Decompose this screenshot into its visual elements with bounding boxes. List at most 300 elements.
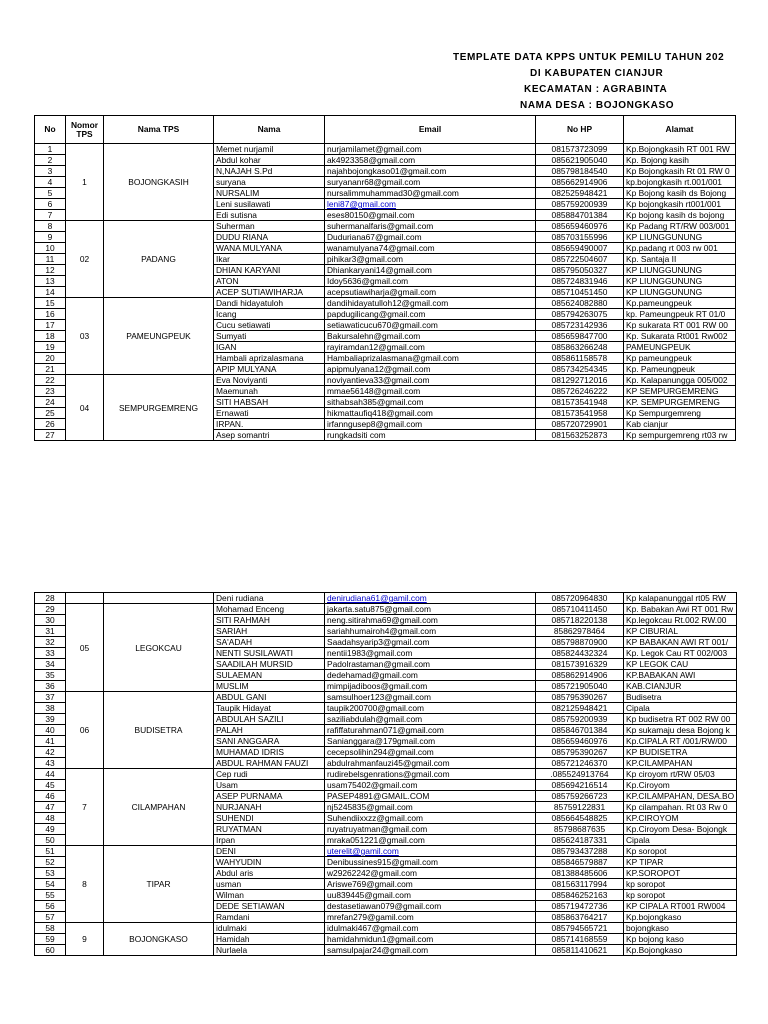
cell-no-hp: 085863266248: [536, 342, 624, 353]
cell-nama: ACEP SUTIAWIHARJA: [214, 287, 325, 298]
cell-email: saziliabdulah@gmail.com: [325, 714, 536, 725]
cell-no: 46: [35, 791, 66, 802]
cell-nama: usman: [214, 879, 325, 890]
cell-email: Idoy5636@gmail.com: [325, 276, 536, 287]
cell-nomor-tps: 06: [66, 692, 104, 769]
cell-no: 52: [35, 857, 66, 868]
cell-nama: Nurlaela: [214, 945, 325, 956]
cell-no: 49: [35, 824, 66, 835]
kpps-table-1: [34, 115, 736, 441]
cell-no-hp: 085862914906: [536, 670, 624, 681]
cell-alamat: kp.bojongkasih rt.001/001: [624, 177, 736, 188]
cell-email: destasetiawan079@gmail.com: [325, 901, 536, 912]
cell-email: dandihidayatulloh12@gmail.com: [325, 298, 536, 309]
cell-email: irfanngusep8@gmail.com: [325, 419, 536, 430]
cell-alamat: KP.CILAMPAHAN, DESA.BO: [624, 791, 737, 802]
cell-email: suryananr68@gmail.com: [325, 177, 536, 188]
header-row: [35, 116, 736, 144]
cell-nama: Edi sutisna: [214, 210, 325, 221]
cell-email: nurjamilamet@gmail.com: [325, 144, 536, 155]
cell-nomor-tps: 7: [66, 769, 104, 846]
cell-alamat: Budisetra: [624, 692, 737, 703]
cell-alamat: Kp. Pameungpeuk: [624, 364, 736, 375]
cell-email: Suhendiixxzz@gmail.com: [325, 813, 536, 824]
cell-no-hp: 085664548825: [536, 813, 624, 824]
email-link[interactable]: leni87@gmail.com: [327, 199, 397, 209]
cell-nama: Deni rudiana: [214, 593, 325, 604]
cell-nama: Memet nurjamil: [214, 144, 325, 155]
cell-email: Sanianggara@179gmail.com: [325, 736, 536, 747]
cell-no-hp: 085659490007: [536, 243, 624, 254]
cell-alamat: KP.BABAKAN AWI: [624, 670, 737, 681]
cell-alamat: KP LIUNGGUNUNG: [624, 265, 736, 276]
cell-email: uu839445@gmail.com: [325, 890, 536, 901]
cell-no: 36: [35, 681, 66, 692]
cell-nama: Sumyati: [214, 331, 325, 342]
cell-no: 16: [35, 309, 66, 320]
cell-nama: PALAH: [214, 725, 325, 736]
cell-no-hp: 085723142936: [536, 320, 624, 331]
cell-email: Hambaliaprizalasmana@gmail.com: [325, 353, 536, 364]
cell-alamat: Kp. Legok Cau RT 002/003: [624, 648, 737, 659]
cell-nama: SANI ANGGARA: [214, 736, 325, 747]
cell-email: sariahhumairoh4@gmail.com: [325, 626, 536, 637]
cell-no-hp: 085734254345: [536, 364, 624, 375]
cell-no-hp: 085720964830: [536, 593, 624, 604]
cell-no: 47: [35, 802, 66, 813]
cell-nama: MUSLIM: [214, 681, 325, 692]
cell-email: najahbojongkaso01@gmail.com: [325, 166, 536, 177]
cell-no: 6: [35, 199, 66, 210]
cell-no-hp: 085726246222: [536, 386, 624, 397]
cell-no-hp: 085621905040: [536, 155, 624, 166]
cell-email: dedehamad@gmail.com: [325, 670, 536, 681]
cell-alamat: KP.SOROPOT: [624, 868, 737, 879]
cell-no: 33: [35, 648, 66, 659]
cell-alamat: Kp Sempurgemreng: [624, 408, 736, 419]
cell-nama: RUYATMAN: [214, 824, 325, 835]
cell-no-hp: 085846252163: [536, 890, 624, 901]
cell-nama: Ernawati: [214, 408, 325, 419]
cell-alamat: Kp sukarata RT 001 RW 00: [624, 320, 736, 331]
table-row: [35, 692, 737, 703]
cell-nomor-tps: 05: [66, 604, 104, 692]
cell-alamat: bojongkaso: [624, 923, 737, 934]
cell-no-hp: 085794263075: [536, 309, 624, 320]
cell-nama-tps: PADANG: [104, 221, 214, 298]
cell-alamat: Kp ciroyom rt/RW 05/03: [624, 769, 737, 780]
cell-nama: Ramdani: [214, 912, 325, 923]
cell-nama: WAHYUDIN: [214, 857, 325, 868]
cell-email: w29262242@gmail.com: [325, 868, 536, 879]
cell-no-hp: 085714168559: [536, 934, 624, 945]
cell-no-hp: 085759200939: [536, 714, 624, 725]
cell-nama: Leni susilawati: [214, 199, 325, 210]
cell-nama: Irpan: [214, 835, 325, 846]
cell-alamat: Kp budisetra RT 002 RW 00: [624, 714, 737, 725]
cell-no-hp: 85798687635: [536, 824, 624, 835]
cell-nama: IGAN: [214, 342, 325, 353]
cell-nama: ATON: [214, 276, 325, 287]
cell-no: 5: [35, 188, 66, 199]
col-email: Email: [325, 116, 536, 144]
cell-no-hp: 085795390267: [536, 747, 624, 758]
cell-nama-tps: BOJONGKASO: [104, 923, 214, 956]
col-no: No: [35, 116, 66, 144]
table-row: [35, 846, 737, 857]
col-no-hp: No HP: [536, 116, 624, 144]
cell-nama: SA'ADAH: [214, 637, 325, 648]
cell-no-hp: 085861158578: [536, 353, 624, 364]
cell-nama: Abdul aris: [214, 868, 325, 879]
cell-alamat: Kp cilampahan. Rt 03 Rw 0: [624, 802, 737, 813]
cell-alamat: Cipala: [624, 703, 737, 714]
cell-email: nentii1983@gmail.com: [325, 648, 536, 659]
cell-nama: DEDE SETIAWAN: [214, 901, 325, 912]
cell-nama: SULAEMAN: [214, 670, 325, 681]
cell-alamat: Kp.CIPALA RT /001/RW/00: [624, 736, 737, 747]
cell-no-hp: 85862978464: [536, 626, 624, 637]
cell-email: mimpijadiboos@gmail.com: [325, 681, 536, 692]
cell-nama: APIP MULYANA: [214, 364, 325, 375]
cell-email: Dhiankaryani14@gmail.com: [325, 265, 536, 276]
cell-alamat: KP BUDISETRA: [624, 747, 737, 758]
cell-email: [325, 593, 536, 604]
cell-alamat: Kp kalapanunggal rt05 RW: [624, 593, 737, 604]
cell-email: Ariswe769@gmail.com: [325, 879, 536, 890]
cell-no-hp: 085722504607: [536, 254, 624, 265]
cell-no-hp: 081573541948: [536, 397, 624, 408]
cell-email: [325, 199, 536, 210]
cell-email: samsulhoer123@gmail.com: [325, 692, 536, 703]
cell-no-hp: 085721905040: [536, 681, 624, 692]
cell-alamat: PAMEUNGPEUK: [624, 342, 736, 353]
cell-no-hp: .085524913764: [536, 769, 624, 780]
cell-no: 59: [35, 934, 66, 945]
email-link[interactable]: denirudiana61@gamil.com: [327, 593, 427, 603]
cell-no-hp: 085710411450: [536, 604, 624, 615]
cell-nama: Maemunah: [214, 386, 325, 397]
cell-no: 37: [35, 692, 66, 703]
cell-no-hp: 085759200939: [536, 199, 624, 210]
kpps-table-2: [34, 592, 737, 956]
table-row: [35, 221, 736, 232]
cell-alamat: KP LIUNGGUNUNG: [624, 276, 736, 287]
cell-alamat: Kp soropot: [624, 846, 737, 857]
cell-nama: NURJANAH: [214, 802, 325, 813]
cell-email: Duduriana67@gmail.com: [325, 232, 536, 243]
cell-no-hp: 85759122831: [536, 802, 624, 813]
cell-no: 9: [35, 232, 66, 243]
cell-no: 12: [35, 265, 66, 276]
table-row: [35, 375, 736, 386]
cell-email: [325, 846, 536, 857]
cell-no-hp: 085798184540: [536, 166, 624, 177]
cell-no: 17: [35, 320, 66, 331]
cell-email: Bakursalehn@gmail.com: [325, 331, 536, 342]
cell-no: 3: [35, 166, 66, 177]
cell-nama-tps: LEGOKCAU: [104, 604, 214, 692]
cell-email: Denibussines915@gmail.com: [325, 857, 536, 868]
cell-alamat: Kp.padang rt 003 rw 001: [624, 243, 736, 254]
col-nama: Nama: [214, 116, 325, 144]
cell-no-hp: 085624187331: [536, 835, 624, 846]
cell-alamat: kp soropot: [624, 879, 737, 890]
cell-nama: suryana: [214, 177, 325, 188]
cell-alamat: Kp sukamaju desa Bojong k: [624, 725, 737, 736]
cell-email: ruyatruyatman@gmail.com: [325, 824, 536, 835]
cell-email: eses80150@gmail.com: [325, 210, 536, 221]
cell-email: usam75402@gmail.com: [325, 780, 536, 791]
title-line-2: DI KABUPATEN CIANJUR: [530, 68, 664, 79]
cell-nama-tps: BOJONGKASIH: [104, 144, 214, 221]
cell-nama: ASEP PURNAMA: [214, 791, 325, 802]
cell-nama: NURSALIM: [214, 188, 325, 199]
cell-nama-tps: [104, 593, 214, 604]
cell-email: suhermanalfaris@gmail.com: [325, 221, 536, 232]
cell-nama: Dandi hidayatuloh: [214, 298, 325, 309]
cell-no-hp: 081573541958: [536, 408, 624, 419]
cell-no-hp: 085720729901: [536, 419, 624, 430]
cell-alamat: KP LEGOK CAU: [624, 659, 737, 670]
cell-email: cecepsolihin294@gmail.com: [325, 747, 536, 758]
cell-nama: MUHAMAD IDRIS: [214, 747, 325, 758]
cell-no: 56: [35, 901, 66, 912]
cell-nama: SITI RAHMAH: [214, 615, 325, 626]
cell-email: noviyantieva33@gmail.com: [325, 375, 536, 386]
cell-nama: Asep somantri: [214, 430, 325, 441]
cell-no-hp: 081563117994: [536, 879, 624, 890]
cell-alamat: Kp bojongkasih rt001/001: [624, 199, 736, 210]
cell-no-hp: 085659847700: [536, 331, 624, 342]
cell-no: 35: [35, 670, 66, 681]
cell-nomor-tps: 9: [66, 923, 104, 956]
cell-nama: WANA MULYANA: [214, 243, 325, 254]
cell-alamat: Kp Bojongkasih Rt 01 RW 0: [624, 166, 736, 177]
cell-nama: Usam: [214, 780, 325, 791]
cell-no: 60: [35, 945, 66, 956]
cell-nama-tps: PAMEUNGPEUK: [104, 298, 214, 375]
cell-no: 28: [35, 593, 66, 604]
cell-email: nursalimmuhammad30@gmail.com: [325, 188, 536, 199]
cell-no: 45: [35, 780, 66, 791]
cell-no: 27: [35, 430, 66, 441]
cell-nama: Suherman: [214, 221, 325, 232]
cell-email: taupik200700@gmail.com: [325, 703, 536, 714]
cell-no: 18: [35, 331, 66, 342]
cell-no-hp: 082125948421: [536, 703, 624, 714]
cell-no: 30: [35, 615, 66, 626]
cell-nama: DENI: [214, 846, 325, 857]
cell-nama: SUHENDI: [214, 813, 325, 824]
cell-no: 42: [35, 747, 66, 758]
cell-email: mmae56148@gmail.com: [325, 386, 536, 397]
cell-no-hp: 081388485606: [536, 868, 624, 879]
cell-no: 34: [35, 659, 66, 670]
cell-nama: N,NAJAH S.Pd: [214, 166, 325, 177]
cell-alamat: Kp. Sukarata Rt001 Rw002: [624, 331, 736, 342]
cell-email: wanamulyana74@gmail.com: [325, 243, 536, 254]
cell-no: 38: [35, 703, 66, 714]
cell-alamat: Kp bojong kasih ds bojong: [624, 210, 736, 221]
cell-no-hp: 082525948421: [536, 188, 624, 199]
cell-no-hp: 085721246370: [536, 758, 624, 769]
cell-nama-tps: CILAMPAHAN: [104, 769, 214, 846]
cell-nama: Ikar: [214, 254, 325, 265]
cell-no: 48: [35, 813, 66, 824]
cell-email: sithabsah385@gmail.com: [325, 397, 536, 408]
cell-no-hp: 085694216514: [536, 780, 624, 791]
cell-nama: Eva Noviyanti: [214, 375, 325, 386]
cell-no-hp: 085795390267: [536, 692, 624, 703]
cell-no: 39: [35, 714, 66, 725]
cell-no-hp: 081573916329: [536, 659, 624, 670]
cell-no-hp: 085659460976: [536, 221, 624, 232]
cell-email: mraka051221@gmail.com: [325, 835, 536, 846]
cell-alamat: kp. Pameungpeuk RT 01/0: [624, 309, 736, 320]
cell-email: samsulpajar24@gmail.com: [325, 945, 536, 956]
cell-alamat: KP. SEMPURGEMRENG: [624, 397, 736, 408]
cell-no-hp: 085863764217: [536, 912, 624, 923]
title-line-3: KECAMATAN : AGRABINTA: [524, 84, 668, 95]
cell-alamat: KP CIPALA RT001 RW004: [624, 901, 737, 912]
cell-no-hp: 085719472736: [536, 901, 624, 912]
cell-no: 15: [35, 298, 66, 309]
cell-no-hp: 085884701384: [536, 210, 624, 221]
cell-no: 41: [35, 736, 66, 747]
cell-alamat: Kp bojong kaso: [624, 934, 737, 945]
cell-nama: Hamidah: [214, 934, 325, 945]
cell-email: PASEP4891@GMAIL.COM: [325, 791, 536, 802]
cell-email: ak4923358@gmail.com: [325, 155, 536, 166]
cell-alamat: Kp. Kalapanungga 005/002: [624, 375, 736, 386]
cell-alamat: KP.CIROYOM: [624, 813, 737, 824]
cell-no: 31: [35, 626, 66, 637]
cell-alamat: Kp Bojong kasih ds Bojong: [624, 188, 736, 199]
cell-no: 55: [35, 890, 66, 901]
cell-alamat: Kab cianjur: [624, 419, 736, 430]
cell-no: 23: [35, 386, 66, 397]
cell-no-hp: 085659460976: [536, 736, 624, 747]
cell-no: 11: [35, 254, 66, 265]
table-row: [35, 593, 737, 604]
cell-nama: Wilman: [214, 890, 325, 901]
title-line-1: TEMPLATE DATA KPPS UNTUK PEMILU TAHUN 202: [453, 52, 725, 63]
cell-nama: Cucu setiawati: [214, 320, 325, 331]
cell-alamat: Kp sempurgemreng rt03 rw: [624, 430, 736, 441]
cell-alamat: Kp. Bojong kasih: [624, 155, 736, 166]
cell-no: 26: [35, 419, 66, 430]
col-alamat: Alamat: [624, 116, 736, 144]
table-row: [35, 604, 737, 615]
cell-no: 19: [35, 342, 66, 353]
cell-email: jakarta.satu875@gmail.com: [325, 604, 536, 615]
table-row: [35, 144, 736, 155]
cell-no: 2: [35, 155, 66, 166]
cell-email: rudirebelsgenrations@gmail.com: [325, 769, 536, 780]
cell-alamat: Kp.Ciroyom Desa- Bojongk: [624, 824, 737, 835]
cell-no: 57: [35, 912, 66, 923]
cell-email: mrefan279@gamil.com: [325, 912, 536, 923]
cell-no: 22: [35, 375, 66, 386]
cell-no: 58: [35, 923, 66, 934]
cell-nama: DUDU RIANA: [214, 232, 325, 243]
cell-email: rayiramdan12@gmail.com: [325, 342, 536, 353]
cell-alamat: Kp. Santaja II: [624, 254, 736, 265]
cell-nomor-tps: 02: [66, 221, 104, 298]
email-link[interactable]: uterelit@gamil.com: [327, 846, 399, 856]
cell-no-hp: 085759266723: [536, 791, 624, 802]
cell-no-hp: 085846701384: [536, 725, 624, 736]
cell-nomor-tps: 04: [66, 375, 104, 441]
cell-nama: IRPAN.: [214, 419, 325, 430]
cell-no-hp: 085793437288: [536, 846, 624, 857]
cell-email: hikmattaufiq418@gmail.com: [325, 408, 536, 419]
cell-nama-tps: TIPAR: [104, 846, 214, 923]
cell-nomor-tps: [66, 593, 104, 604]
cell-alamat: Cipala: [624, 835, 737, 846]
cell-email: Padolrastaman@gmail.com: [325, 659, 536, 670]
table-row: [35, 769, 737, 780]
cell-alamat: KP CIBURIAL: [624, 626, 737, 637]
cell-nama: SAADILAH MURSID: [214, 659, 325, 670]
cell-email: nj5245835@gmail.com: [325, 802, 536, 813]
cell-no: 8: [35, 221, 66, 232]
cell-alamat: KP SEMPURGEMRENG: [624, 386, 736, 397]
cell-no: 40: [35, 725, 66, 736]
cell-no: 43: [35, 758, 66, 769]
cell-no-hp: 085624082880: [536, 298, 624, 309]
cell-nama: Hambali aprizalasmana: [214, 353, 325, 364]
cell-nama-tps: SEMPURGEMRENG: [104, 375, 214, 441]
cell-nama: Mohamad Enceng: [214, 604, 325, 615]
cell-no: 44: [35, 769, 66, 780]
cell-nomor-tps: 03: [66, 298, 104, 375]
cell-no-hp: 085824432324: [536, 648, 624, 659]
cell-no-hp: 085724831946: [536, 276, 624, 287]
cell-alamat: Kp.Bojongkaso: [624, 945, 737, 956]
cell-no: 13: [35, 276, 66, 287]
title-line-4: NAMA DESA : BOJONGKASO: [520, 100, 675, 111]
cell-email: rungkadsiti com: [325, 430, 536, 441]
cell-nama-tps: BUDISETRA: [104, 692, 214, 769]
cell-no-hp: 081573723099: [536, 144, 624, 155]
cell-no-hp: 085798870900: [536, 637, 624, 648]
cell-no: 51: [35, 846, 66, 857]
cell-nama: ABDUL GANI: [214, 692, 325, 703]
cell-no-hp: 085662914906: [536, 177, 624, 188]
cell-alamat: Kp.bojongkaso: [624, 912, 737, 923]
cell-email: apipmulyana12@gmail.com: [325, 364, 536, 375]
cell-alamat: Kp.Ciroyom: [624, 780, 737, 791]
cell-nama: NENTI SUSILAWATI: [214, 648, 325, 659]
cell-alamat: Kp.pameungpeuk: [624, 298, 736, 309]
cell-nama: Icang: [214, 309, 325, 320]
cell-alamat: KP LIUNGGUNUNG: [624, 287, 736, 298]
cell-no-hp: 085811410621: [536, 945, 624, 956]
cell-alamat: KP LIUNGGUNUNG: [624, 232, 736, 243]
cell-no-hp: 085794565721: [536, 923, 624, 934]
cell-alamat: Kp.Bojongkasih RT 001 RW: [624, 144, 736, 155]
cell-alamat: KP.CILAMPAHAN: [624, 758, 737, 769]
cell-no-hp: 085846579887: [536, 857, 624, 868]
cell-no: 7: [35, 210, 66, 221]
cell-nama: Taupik Hidayat: [214, 703, 325, 714]
cell-no: 29: [35, 604, 66, 615]
cell-no: 1: [35, 144, 66, 155]
cell-nomor-tps: 8: [66, 846, 104, 923]
cell-no: 32: [35, 637, 66, 648]
